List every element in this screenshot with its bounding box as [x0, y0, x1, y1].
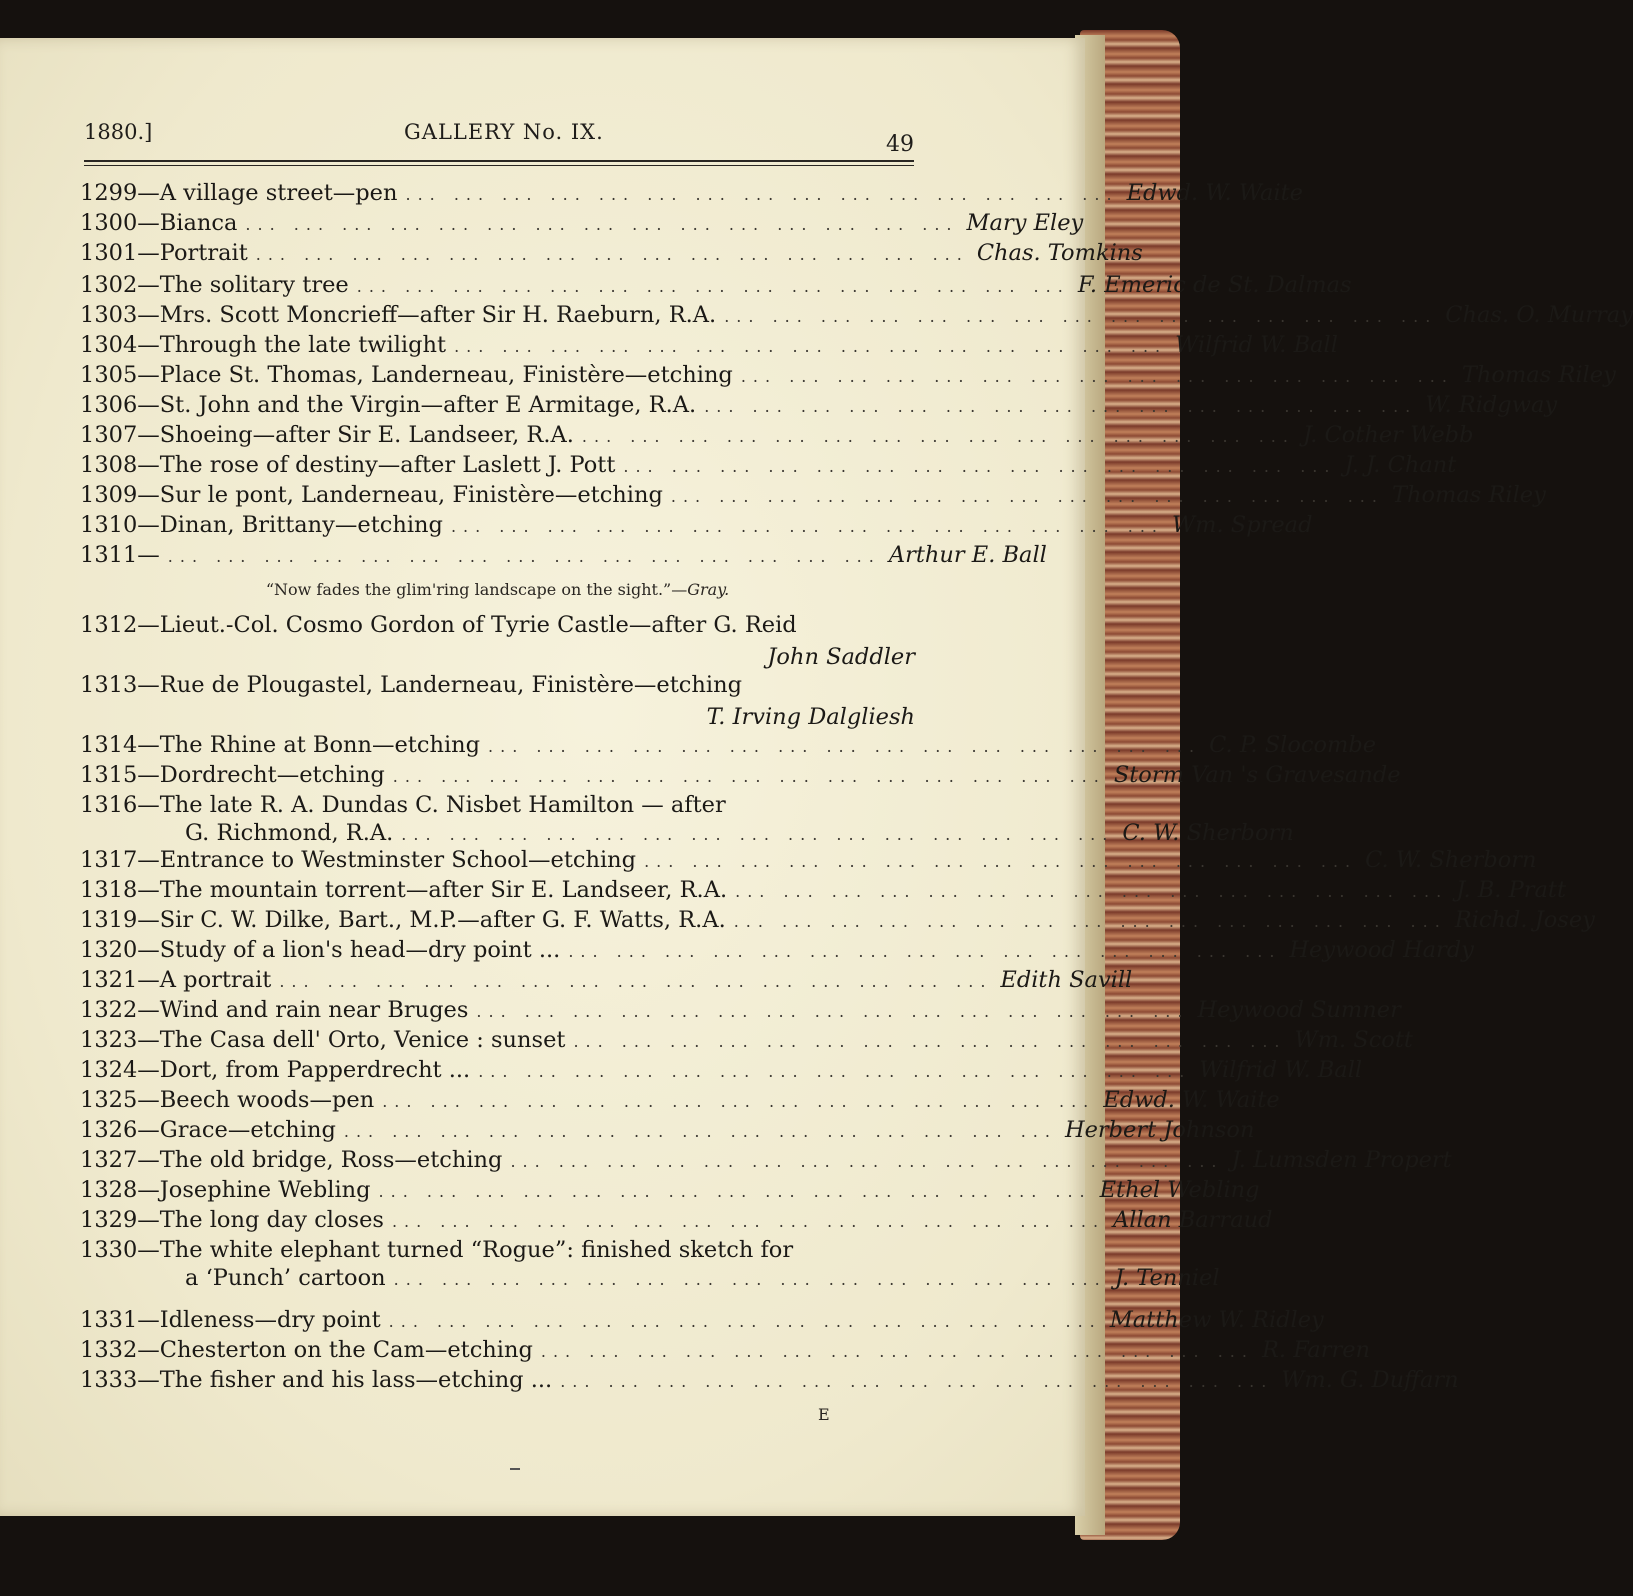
leader-dots: ... ... ... ... ... ... ... ... ... ... ... ... ... ... ... — [450, 517, 1165, 536]
entry-artist: Edwd. W. Waite — [1126, 180, 1303, 206]
entry-artist: Matthew W. Ridley — [1109, 1307, 1324, 1333]
entry-title: —A village street—pen — [137, 180, 398, 206]
entry-title: —Through the late twilight — [137, 332, 447, 358]
catalogue-entry — [80, 612, 915, 638]
entry-title: —Josephine Webling — [137, 1177, 371, 1203]
entry-continuation — [80, 1265, 1220, 1291]
catalogue-entry — [80, 482, 1546, 508]
entry-artist: J. B. Pratt — [1456, 877, 1566, 903]
entry-artist: Edwd. W. Waite — [1103, 1087, 1280, 1113]
catalogue-entry — [80, 362, 1616, 388]
entry-artist: J. Lumsden Propert — [1231, 1147, 1452, 1173]
entry-number: 1303 — [80, 302, 138, 328]
entry-title: —The mountain torrent—after Sir E. Landseer, R.A. — [137, 877, 728, 903]
entry-number: 1316 — [80, 792, 138, 818]
entry-title: —Dinan, Brittany—etching — [137, 512, 443, 538]
entry-title: —The long day closes — [137, 1207, 384, 1233]
catalogue-entry — [80, 847, 1537, 873]
quote-text: “Now fades the glim'ring landscape on the sight.”— — [265, 580, 688, 599]
entry-artist: Allan Barraud — [1113, 1207, 1273, 1233]
entry-number: 1311 — [80, 542, 138, 568]
leader-dots: ... ... ... ... ... ... ... ... ... ... ... ... ... ... ... — [644, 852, 1358, 871]
entry-artist: C. P. Slocombe — [1209, 732, 1377, 758]
header-rule — [84, 160, 914, 162]
catalogue-entry — [80, 907, 1595, 933]
catalogue-entry — [80, 240, 1143, 266]
entry-artist: Storm Van 's Gravesande — [1113, 762, 1401, 788]
entry-title: —Sir C. W. Dilke, Bart., M.P.—after G. F. Watts, R.A. — [137, 907, 726, 933]
entry-title: —Sur le pont, Landerneau, Finistère—etching — [137, 482, 663, 508]
leader-dots: ... ... ... ... ... ... ... ... ... ... ... ... ... ... ... — [255, 245, 969, 264]
entry-title: —Study of a lion's head—dry point ... — [137, 937, 561, 963]
entry-number: 1313 — [80, 672, 138, 698]
entry-title: —Dort, from Papperdrecht ... — [137, 1057, 471, 1083]
entry-artist: W. Ridgway — [1425, 392, 1558, 418]
entry-number: 1310 — [80, 512, 138, 538]
leader-dots: ... ... ... ... ... ... ... ... ... ... ... ... ... ... ... — [733, 912, 1447, 931]
catalogue-entry — [80, 512, 1313, 538]
leader-dots: ... ... ... ... ... ... ... ... ... ... ... ... ... ... ... — [393, 1270, 1107, 1289]
catalogue-entry — [80, 762, 1401, 788]
entry-number: 1329 — [80, 1207, 138, 1233]
page-mark — [510, 1468, 520, 1470]
catalogue-entry — [80, 180, 1303, 206]
catalogue-entry — [80, 452, 1457, 478]
entry-number: 1309 — [80, 482, 138, 508]
entry-number: 1332 — [80, 1337, 138, 1363]
entry-title: —Entrance to Westminster School—etching — [137, 847, 637, 873]
entry-number: 1318 — [80, 877, 138, 903]
leader-dots: ... ... ... ... ... ... ... ... ... ... ... ... ... ... ... — [581, 427, 1295, 446]
entry-number: 1305 — [80, 362, 138, 388]
entry-title: —The rose of destiny—after Laslett J. Pott — [137, 452, 616, 478]
entry-number: 1331 — [80, 1307, 138, 1333]
entry-number: 1325 — [80, 1087, 138, 1113]
leader-dots: ... ... ... ... ... ... ... ... ... ... ... ... ... ... ... — [388, 1312, 1102, 1331]
entry-title: —The white elephant turned “Rogue”: finished sketch for — [137, 1237, 794, 1263]
catalogue-entry — [80, 1237, 915, 1263]
entry-artist: T. Irving Dalgliesh — [706, 704, 915, 730]
leader-dots: ... ... ... ... ... ... ... ... ... ... ... ... ... ... ... — [623, 457, 1337, 476]
leader-dots: ... ... ... ... ... ... ... ... ... ... ... ... ... ... ... — [405, 185, 1119, 204]
entry-continuation — [80, 820, 1294, 846]
entry-artist: C. W. Sherborn — [1365, 847, 1537, 873]
entry-title: —Portrait — [137, 240, 248, 266]
entry-artist: C. W. Sherborn — [1122, 820, 1294, 846]
entry-title-continued: a ‘Punch’ cartoon — [185, 1265, 386, 1291]
entry-title: —The Casa dell' Orto, Venice : sunset — [137, 1027, 566, 1053]
entry-title: —Beech woods—pen — [137, 1087, 375, 1113]
entry-number: 1307 — [80, 422, 138, 448]
entry-title: —The solitary tree — [137, 272, 349, 298]
entry-artist: F. Emeric de St. Dalmas — [1077, 272, 1352, 298]
catalogue-entry — [80, 392, 1558, 418]
quote-author: Gray. — [687, 580, 730, 599]
entry-artist: J. Tenniel — [1114, 1265, 1220, 1291]
entry-artist: Wilfrid W. Ball — [1199, 1057, 1363, 1083]
header-rule-thin — [84, 165, 914, 166]
entry-title: —Bianca — [137, 210, 238, 236]
entry-artist: J. J. Chant — [1344, 452, 1457, 478]
entry-title: —Idleness—dry point — [137, 1307, 381, 1333]
entry-artist: Thomas Riley — [1391, 482, 1546, 508]
entry-artist: Mary Eley — [966, 210, 1084, 236]
entry-number: 1306 — [80, 392, 138, 418]
entry-artist: Arthur E. Ball — [888, 542, 1047, 568]
catalogue-entry — [80, 1117, 1255, 1143]
leader-dots: ... ... ... ... ... ... ... ... ... ... ... ... ... ... ... — [478, 1062, 1192, 1081]
running-header-title: GALLERY No. IX. — [404, 120, 604, 144]
entry-number: 1308 — [80, 452, 138, 478]
entry-title: —The Rhine at Bonn—etching — [137, 732, 481, 758]
entry-artist: Wm. Spread — [1172, 512, 1313, 538]
catalogue-entry — [80, 542, 1047, 568]
entry-title: —Shoeing—after Sir E. Landseer, R.A. — [137, 422, 574, 448]
leader-dots: ... ... ... ... ... ... ... ... ... ... ... ... ... ... ... — [573, 1032, 1287, 1051]
catalogue-entry — [80, 997, 1401, 1023]
leader-dots: ... ... ... ... ... ... ... ... ... ... ... ... ... ... ... — [488, 737, 1202, 756]
catalogue-entry — [80, 1177, 1260, 1203]
entry-artist: Ethel Webling — [1099, 1177, 1260, 1203]
catalogue-entry — [80, 672, 915, 698]
catalogue-entry — [80, 302, 1633, 328]
running-header-year: 1880.] — [84, 120, 153, 144]
leader-dots: ... ... ... ... ... ... ... ... ... ... ... ... ... ... ... — [510, 1152, 1224, 1171]
entry-title: —Grace—etching — [137, 1117, 336, 1143]
entry-number: 1327 — [80, 1147, 138, 1173]
leader-dots: ... ... ... ... ... ... ... ... ... ... ... ... ... ... ... — [401, 825, 1115, 844]
entry-artist: Heywood Sumner — [1197, 997, 1401, 1023]
page-number: 49 — [886, 132, 914, 157]
entry-title: —Place St. Thomas, Landerneau, Finistère—etching — [137, 362, 733, 388]
entry-artist: Heywood Hardy — [1289, 937, 1474, 963]
entry-number: 1323 — [80, 1027, 138, 1053]
signature-mark: E — [818, 1405, 830, 1424]
entry-number: 1312 — [80, 612, 138, 638]
entry-title: —Mrs. Scott Moncrieff—after Sir H. Raeburn, R.A. — [137, 302, 717, 328]
leader-dots: ... ... ... ... ... ... ... ... ... ... ... ... ... ... ... — [704, 397, 1418, 416]
catalogue-entry — [80, 1307, 1324, 1333]
entry-artist: Wilfrid W. Ball — [1175, 332, 1338, 358]
leader-dots: ... ... ... ... ... ... ... ... ... ... ... ... ... ... ... — [724, 307, 1438, 326]
catalogue-entry — [80, 422, 1474, 448]
entry-title: —A portrait — [137, 967, 272, 993]
entry-number: 1315 — [80, 762, 138, 788]
entry-artist: Richd. Josey — [1454, 907, 1595, 933]
catalogue-entry — [80, 1337, 1371, 1363]
entry-artist: Chas. O. Murray — [1445, 302, 1633, 328]
catalogue-entry — [80, 967, 1133, 993]
entry-number: 1321 — [80, 967, 138, 993]
leader-dots: ... ... ... ... ... ... ... ... ... ... ... ... ... ... ... — [560, 1372, 1274, 1391]
catalogue-entry — [80, 1207, 1273, 1233]
entry-title: — — [137, 542, 160, 568]
entry-number: 1302 — [80, 272, 138, 298]
entry-number: 1300 — [80, 210, 138, 236]
entry-number: 1299 — [80, 180, 138, 206]
leader-dots: ... ... ... ... ... ... ... ... ... ... ... ... ... ... ... — [740, 367, 1454, 386]
catalogue-entry — [80, 792, 915, 818]
leader-dots: ... ... ... ... ... ... ... ... ... ... ... ... ... ... ... — [167, 547, 881, 566]
leader-dots: ... ... ... ... ... ... ... ... ... ... ... ... ... ... ... — [245, 215, 959, 234]
entry-title: —Chesterton on the Cam—etching — [137, 1337, 533, 1363]
catalogue-entry — [80, 332, 1338, 358]
entry-number: 1317 — [80, 847, 138, 873]
entry-artist: Herbert Johnson — [1064, 1117, 1255, 1143]
entry-artist: Thomas Riley — [1461, 362, 1616, 388]
catalogue-entry — [80, 1367, 1459, 1393]
entry-title: —The fisher and his lass—etching ... — [137, 1367, 553, 1393]
entry-artist: Wm. Scott — [1294, 1027, 1413, 1053]
leader-dots: ... ... ... ... ... ... ... ... ... ... ... ... ... ... ... — [356, 277, 1070, 296]
entry-number: 1320 — [80, 937, 138, 963]
catalogue-entry — [80, 1147, 1452, 1173]
catalogue-entry — [80, 732, 1377, 758]
leader-dots: ... ... ... ... ... ... ... ... ... ... ... ... ... ... ... — [735, 882, 1449, 901]
entry-artist: Edith Savill — [1000, 967, 1133, 993]
catalogue-entry — [80, 877, 1566, 903]
entry-number: 1319 — [80, 907, 138, 933]
leader-dots: ... ... ... ... ... ... ... ... ... ... ... ... ... ... ... — [568, 942, 1282, 961]
entry-title: —The old bridge, Ross—etching — [137, 1147, 503, 1173]
entry-artist: Chas. Tomkins — [976, 240, 1143, 266]
catalogue-entry — [80, 210, 1084, 236]
entry-number: 1324 — [80, 1057, 138, 1083]
entry-artist: J. Cother Webb — [1302, 422, 1474, 448]
leader-dots: ... ... ... ... ... ... ... ... ... ... ... ... ... ... ... — [392, 767, 1106, 786]
leader-dots: ... ... ... ... ... ... ... ... ... ... ... ... ... ... ... — [540, 1342, 1254, 1361]
entry-artist: R. Farren — [1261, 1337, 1371, 1363]
leader-dots: ... ... ... ... ... ... ... ... ... ... ... ... ... ... ... — [476, 1002, 1190, 1021]
leader-dots: ... ... ... ... ... ... ... ... ... ... ... ... ... ... ... — [382, 1092, 1096, 1111]
entry-title: —Wind and rain near Bruges — [137, 997, 469, 1023]
entry-number: 1326 — [80, 1117, 138, 1143]
running-header — [84, 120, 914, 157]
entry-number: 1314 — [80, 732, 138, 758]
entry-number: 1328 — [80, 1177, 138, 1203]
entry-artist: Wm. G. Duffarn — [1281, 1367, 1459, 1393]
catalogue-entry — [80, 272, 1352, 298]
entry-number: 1304 — [80, 332, 138, 358]
catalogue-entry — [80, 1087, 1280, 1113]
entry-artist: John Saddler — [767, 644, 915, 670]
entry-title: —Lieut.-Col. Cosmo Gordon of Tyrie Castle—after G. Reid — [137, 612, 797, 638]
entry-number: 1322 — [80, 997, 138, 1023]
entry-number: 1330 — [80, 1237, 138, 1263]
entry-title: —Dordrecht—etching — [137, 762, 385, 788]
entry-number: 1333 — [80, 1367, 138, 1393]
entry-title: —Rue de Plougastel, Landerneau, Finistère—etching — [137, 672, 742, 698]
leader-dots: ... ... ... ... ... ... ... ... ... ... ... ... ... ... ... — [378, 1182, 1092, 1201]
entry-title-continued: G. Richmond, R.A. — [185, 820, 394, 846]
leader-dots: ... ... ... ... ... ... ... ... ... ... ... ... ... ... ... — [454, 337, 1168, 356]
catalogue-entry — [80, 1027, 1413, 1053]
entry-title: —The late R. A. Dundas C. Nisbet Hamilton — after — [137, 792, 726, 818]
entry-title: —St. John and the Virgin—after E Armitage, R.A. — [137, 392, 697, 418]
leader-dots: ... ... ... ... ... ... ... ... ... ... ... ... ... ... ... — [343, 1122, 1057, 1141]
leader-dots: ... ... ... ... ... ... ... ... ... ... ... ... ... ... ... — [670, 487, 1384, 506]
catalogue-entry — [80, 1057, 1363, 1083]
leader-dots: ... ... ... ... ... ... ... ... ... ... ... ... ... ... ... — [279, 972, 993, 991]
catalogue-entry — [80, 937, 1474, 963]
entry-number: 1301 — [80, 240, 138, 266]
entry-quote — [80, 580, 915, 599]
leader-dots: ... ... ... ... ... ... ... ... ... ... ... ... ... ... ... — [391, 1212, 1106, 1231]
